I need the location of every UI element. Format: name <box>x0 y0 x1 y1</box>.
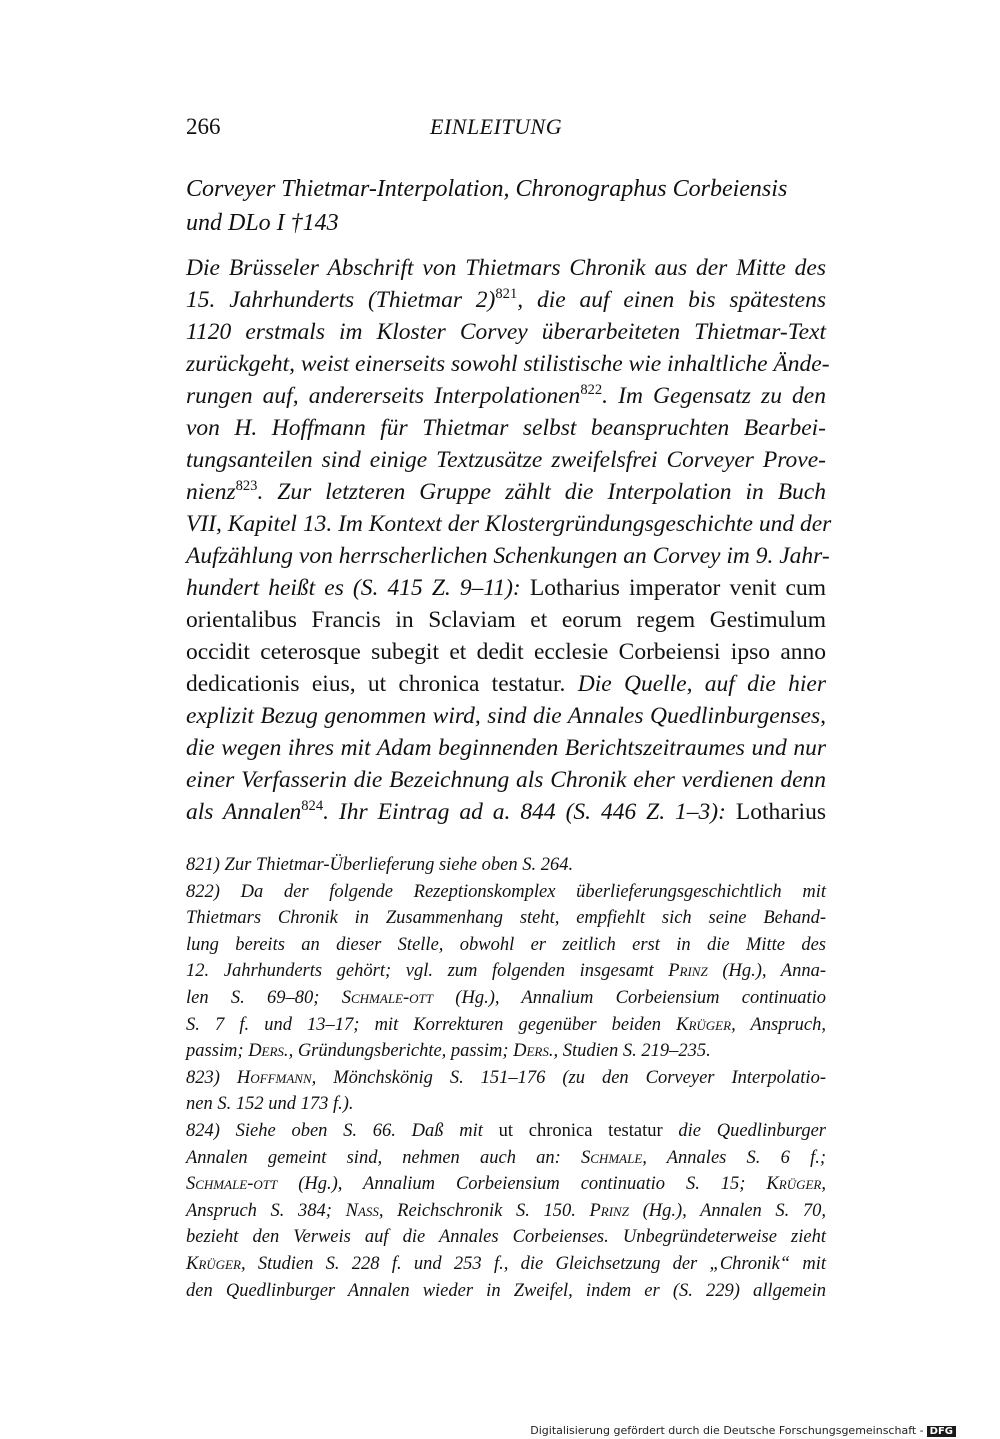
footnote-822-cont: passim; Ders., Gründungsberichte, passim; Ders., Studien S. 219–235. <box>186 1041 711 1062</box>
body-line: von H. Hoffmann für Thietmar selbst beanspruchten Bearbei- <box>186 415 826 441</box>
body-text-segment: nienz <box>186 479 236 505</box>
body-text <box>186 252 832 828</box>
running-head: EINLEITUNG <box>430 114 563 139</box>
body-line <box>186 572 826 604</box>
footnote-ref-822[interactable]: 822 <box>580 382 603 399</box>
body-text-segment: . Im Gegensatz zu den <box>602 383 826 409</box>
body-line <box>186 380 826 412</box>
body-line <box>186 668 826 700</box>
body-line: einer Verfasserin die Bezeichnung als Chronik eher verdienen denn <box>186 767 826 793</box>
digitization-footer <box>530 1424 956 1437</box>
footnotes <box>186 852 826 1304</box>
latin-quote: ut chronica testatur <box>498 1120 663 1141</box>
footnote-822-cont: Thietmars Chronik in Zusammenhang steht, empfiehlt sich seine Behand- <box>186 908 826 929</box>
body-line: zurückgeht, weist einerseits sowohl stilistische wie inhaltliche Ände- <box>186 351 830 377</box>
latin-quote: dedicationis eius, ut chronica testatur. <box>186 671 566 697</box>
body-text-segment: hundert heißt es (S. 415 Z. 9–11): <box>186 575 521 601</box>
latin-quote: Lotharius imperator venit cum <box>529 575 826 601</box>
footnote-ref-821[interactable]: 821 <box>495 286 518 303</box>
footnote-824-cont: Anspruch S. 384; Nass, Reichschronik S. 150. Prinz (Hg.), Annalen S. 70, <box>186 1200 827 1221</box>
section-title-line: und DLo I †143 <box>186 210 339 236</box>
body-line <box>186 284 826 316</box>
footnote-text-segment: 824) Siehe oben S. 66. Daß mit <box>186 1120 483 1141</box>
footnote-824 <box>186 1118 826 1145</box>
body-line: VII, Kapitel 13. Im Kontext der Klostergründungsgeschichte und der <box>186 511 832 537</box>
body-line: explizit Bezug genommen wird, sind die Annales Quedlinburgenses, <box>186 703 826 729</box>
footnote-text-segment: die Quedlinburger <box>678 1120 827 1141</box>
footnote-824-cont: Annalen gemeint sind, nehmen auch an: Schmale, Annales S. 6 f.; <box>186 1147 826 1168</box>
page-number: 266 <box>186 114 221 139</box>
footnote-822-cont: S. 7 f. und 13–17; mit Korrekturen gegenüber beiden Krüger, Anspruch, <box>186 1014 826 1035</box>
footnote-823-cont: nen S. 152 und 173 f.). <box>186 1094 354 1115</box>
body-text-segment: rungen auf, andererseits Interpolationen <box>186 383 581 409</box>
footnote-821: 821) Zur Thietmar-Überlieferung siehe oben S. 264. <box>186 855 574 875</box>
latin-quote-line: orientalibus Francis in Sclaviam et eorum regem Gestimulum <box>186 607 826 633</box>
body-line: tungsanteilen sind einige Textzusätze zweifelsfrei Corveyer Prove- <box>186 447 826 473</box>
section-title-line: Corveyer Thietmar-Interpolation, Chronographus Corbeiensis <box>186 176 788 202</box>
body-text-segment: , die auf einen bis spätestens <box>517 287 826 313</box>
body-line: 1120 erstmals im Kloster Corvey überarbeiteten Thietmar-Text <box>186 319 826 345</box>
latin-quote: Lotharius <box>735 799 826 825</box>
body-text-segment: . Zur letzteren Gruppe zählt die Interpolation in Buch <box>257 479 826 505</box>
footnote-ref-824[interactable]: 824 <box>301 798 324 815</box>
footnote-824-cont: Krüger, Studien S. 228 f. und 253 f., die Gleichsetzung der „Chronik“ mit <box>186 1253 826 1274</box>
dfg-logo: DFG <box>927 1426 956 1437</box>
footnote-822-cont: 12. Jahrhunderts gehört; vgl. zum folgenden insgesamt Prinz (Hg.), Anna- <box>186 961 826 982</box>
latin-quote-line: occidit ceterosque subegit et dedit ecclesie Corbeiensi ipso anno <box>186 639 826 665</box>
section-title <box>186 172 826 240</box>
body-text-segment: 15. Jahrhunderts (Thietmar 2) <box>186 287 496 313</box>
footnote-823: 823) Hoffmann, Mönchskönig S. 151–176 (zu den Corveyer Interpolatio- <box>186 1067 826 1088</box>
body-line: Aufzählung von herrscherlichen Schenkungen an Corvey im 9. Jahr- <box>186 543 830 569</box>
footnote-822-cont: len S. 69–80; Schmale-ott (Hg.), Annalium Corbeiensium continuatio <box>186 987 827 1008</box>
footnote-822-cont: lung bereits an dieser Stelle, obwohl er zeitlich erst in die Mitte des <box>186 934 826 955</box>
body-line <box>186 796 826 828</box>
body-text-segment: als Annalen <box>186 799 302 825</box>
body-line: die wegen ihres mit Adam beginnenden Berichtszeitraumes und nur <box>186 735 826 761</box>
footnote-824-cont: Schmale-ott (Hg.), Annalium Corbeiensium continuatio S. 15; Krüger, <box>186 1174 826 1195</box>
body-text-segment: Die Quelle, auf die hier <box>577 671 826 697</box>
body-line: Die Brüsseler Abschrift von Thietmars Chronik aus der Mitte des <box>186 255 826 281</box>
footnote-824-cont: den Quedlinburger Annalen wieder in Zweifel, indem er (S. 229) allgemein <box>186 1280 826 1301</box>
footnote-824-cont: bezieht den Verweis auf die Annales Corbeienses. Unbegründeterweise zieht <box>186 1227 826 1248</box>
body-text-segment: . Ihr Eintrag ad a. 844 (S. 446 Z. 1–3): <box>323 799 726 825</box>
body-line <box>186 476 826 508</box>
footnote-822: 822) Da der folgende Rezeptionskomplex überlieferungsgeschichtlich mit <box>186 881 826 902</box>
footnote-ref-823[interactable]: 823 <box>235 478 258 495</box>
footer-text: Digitalisierung gefördert durch die Deutsche Forschungsgemeinschaft - <box>530 1424 924 1437</box>
